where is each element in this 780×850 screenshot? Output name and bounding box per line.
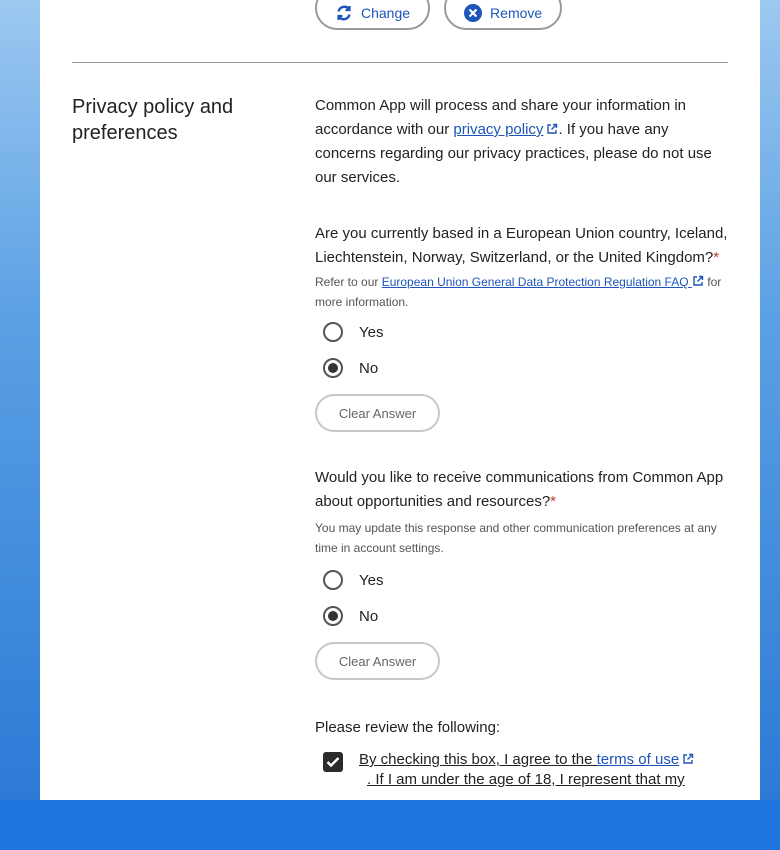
remove-button[interactable] xyxy=(444,0,562,30)
terms-of-use-link-label: terms of use xyxy=(596,751,680,768)
radio-unchecked[interactable] xyxy=(323,322,343,342)
bottom-bar xyxy=(0,800,780,850)
eu-hint-before: Refer to our xyxy=(315,275,382,289)
section-content xyxy=(315,94,730,790)
external-link-icon xyxy=(546,123,558,135)
eu-clear-answer-button[interactable]: Clear Answer xyxy=(315,394,440,432)
checkmark-icon xyxy=(326,756,340,768)
communications-question-text: Would you like to receive communications from Common App about opportunities and resources? xyxy=(315,469,724,510)
privacy-paragraph xyxy=(315,94,730,190)
terms-line1 xyxy=(359,750,694,770)
terms-checkbox[interactable] xyxy=(323,752,343,772)
communications-option-yes[interactable] xyxy=(315,562,730,598)
eu-option-no-label: No xyxy=(359,359,379,377)
eu-question-hint xyxy=(315,272,730,312)
required-marker: * xyxy=(713,249,720,266)
background-left xyxy=(0,0,40,800)
terms-checkbox-row[interactable] xyxy=(315,750,730,790)
gdpr-faq-link[interactable] xyxy=(382,275,704,289)
privacy-policy-link-label: privacy policy xyxy=(453,121,544,138)
radio-unchecked[interactable] xyxy=(323,570,343,590)
eu-radio-group xyxy=(315,314,730,386)
background-right xyxy=(760,0,780,800)
privacy-text-before: Common App will process and share your information in accordance with our xyxy=(315,97,687,138)
communications-option-no-label: No xyxy=(359,607,379,625)
terms-text-before: By checking this box, I agree to the xyxy=(359,751,597,768)
communications-hint: You may update this response and other communication preferences at any time in account settings. xyxy=(315,521,717,555)
privacy-text-after: . If you have any concerns regarding our privacy practices, please do not use our services. xyxy=(315,121,712,186)
file-action-buttons xyxy=(315,0,562,30)
privacy-policy-link[interactable] xyxy=(453,121,558,138)
remove-button-label: Remove xyxy=(490,5,543,21)
gdpr-faq-link-label: European Union General Data Protection Regulation FAQ xyxy=(381,275,689,289)
communications-radio-group xyxy=(315,562,730,634)
communications-clear-answer-button[interactable]: Clear Answer xyxy=(315,642,440,680)
eu-option-no[interactable] xyxy=(315,350,730,386)
eu-hint-after: for more information. xyxy=(315,275,722,309)
eu-option-yes[interactable] xyxy=(315,314,730,350)
communications-question-label xyxy=(315,466,730,514)
eu-question xyxy=(315,222,730,432)
radio-checked[interactable] xyxy=(323,606,343,626)
review-heading: Please review the following: xyxy=(315,719,501,736)
review-section xyxy=(315,716,730,790)
external-link-icon xyxy=(692,275,704,287)
section-divider xyxy=(72,62,728,63)
change-button-label: Change xyxy=(361,5,411,21)
communications-option-no[interactable] xyxy=(315,598,730,634)
terms-line2: . If I am under the age of 18, I represent that my xyxy=(367,771,685,788)
eu-option-yes-label: Yes xyxy=(359,323,384,341)
change-button[interactable] xyxy=(315,0,430,30)
terms-checkbox-label xyxy=(359,750,694,790)
refresh-icon xyxy=(335,4,353,22)
eu-question-text: Are you currently based in a European Union country, Iceland, Liechtenstein, Norway, Switzerland, or the United Kingdom? xyxy=(315,225,728,266)
communications-option-yes-label: Yes xyxy=(359,571,384,589)
radio-checked[interactable] xyxy=(323,358,343,378)
form-card xyxy=(40,0,760,800)
communications-question xyxy=(315,466,730,680)
eu-question-label xyxy=(315,222,730,270)
required-marker: * xyxy=(550,493,557,510)
external-link-icon xyxy=(682,753,694,765)
close-circle-icon xyxy=(464,4,482,22)
terms-of-use-link[interactable] xyxy=(597,751,695,768)
section-title: Privacy policy and preferences xyxy=(72,96,234,144)
